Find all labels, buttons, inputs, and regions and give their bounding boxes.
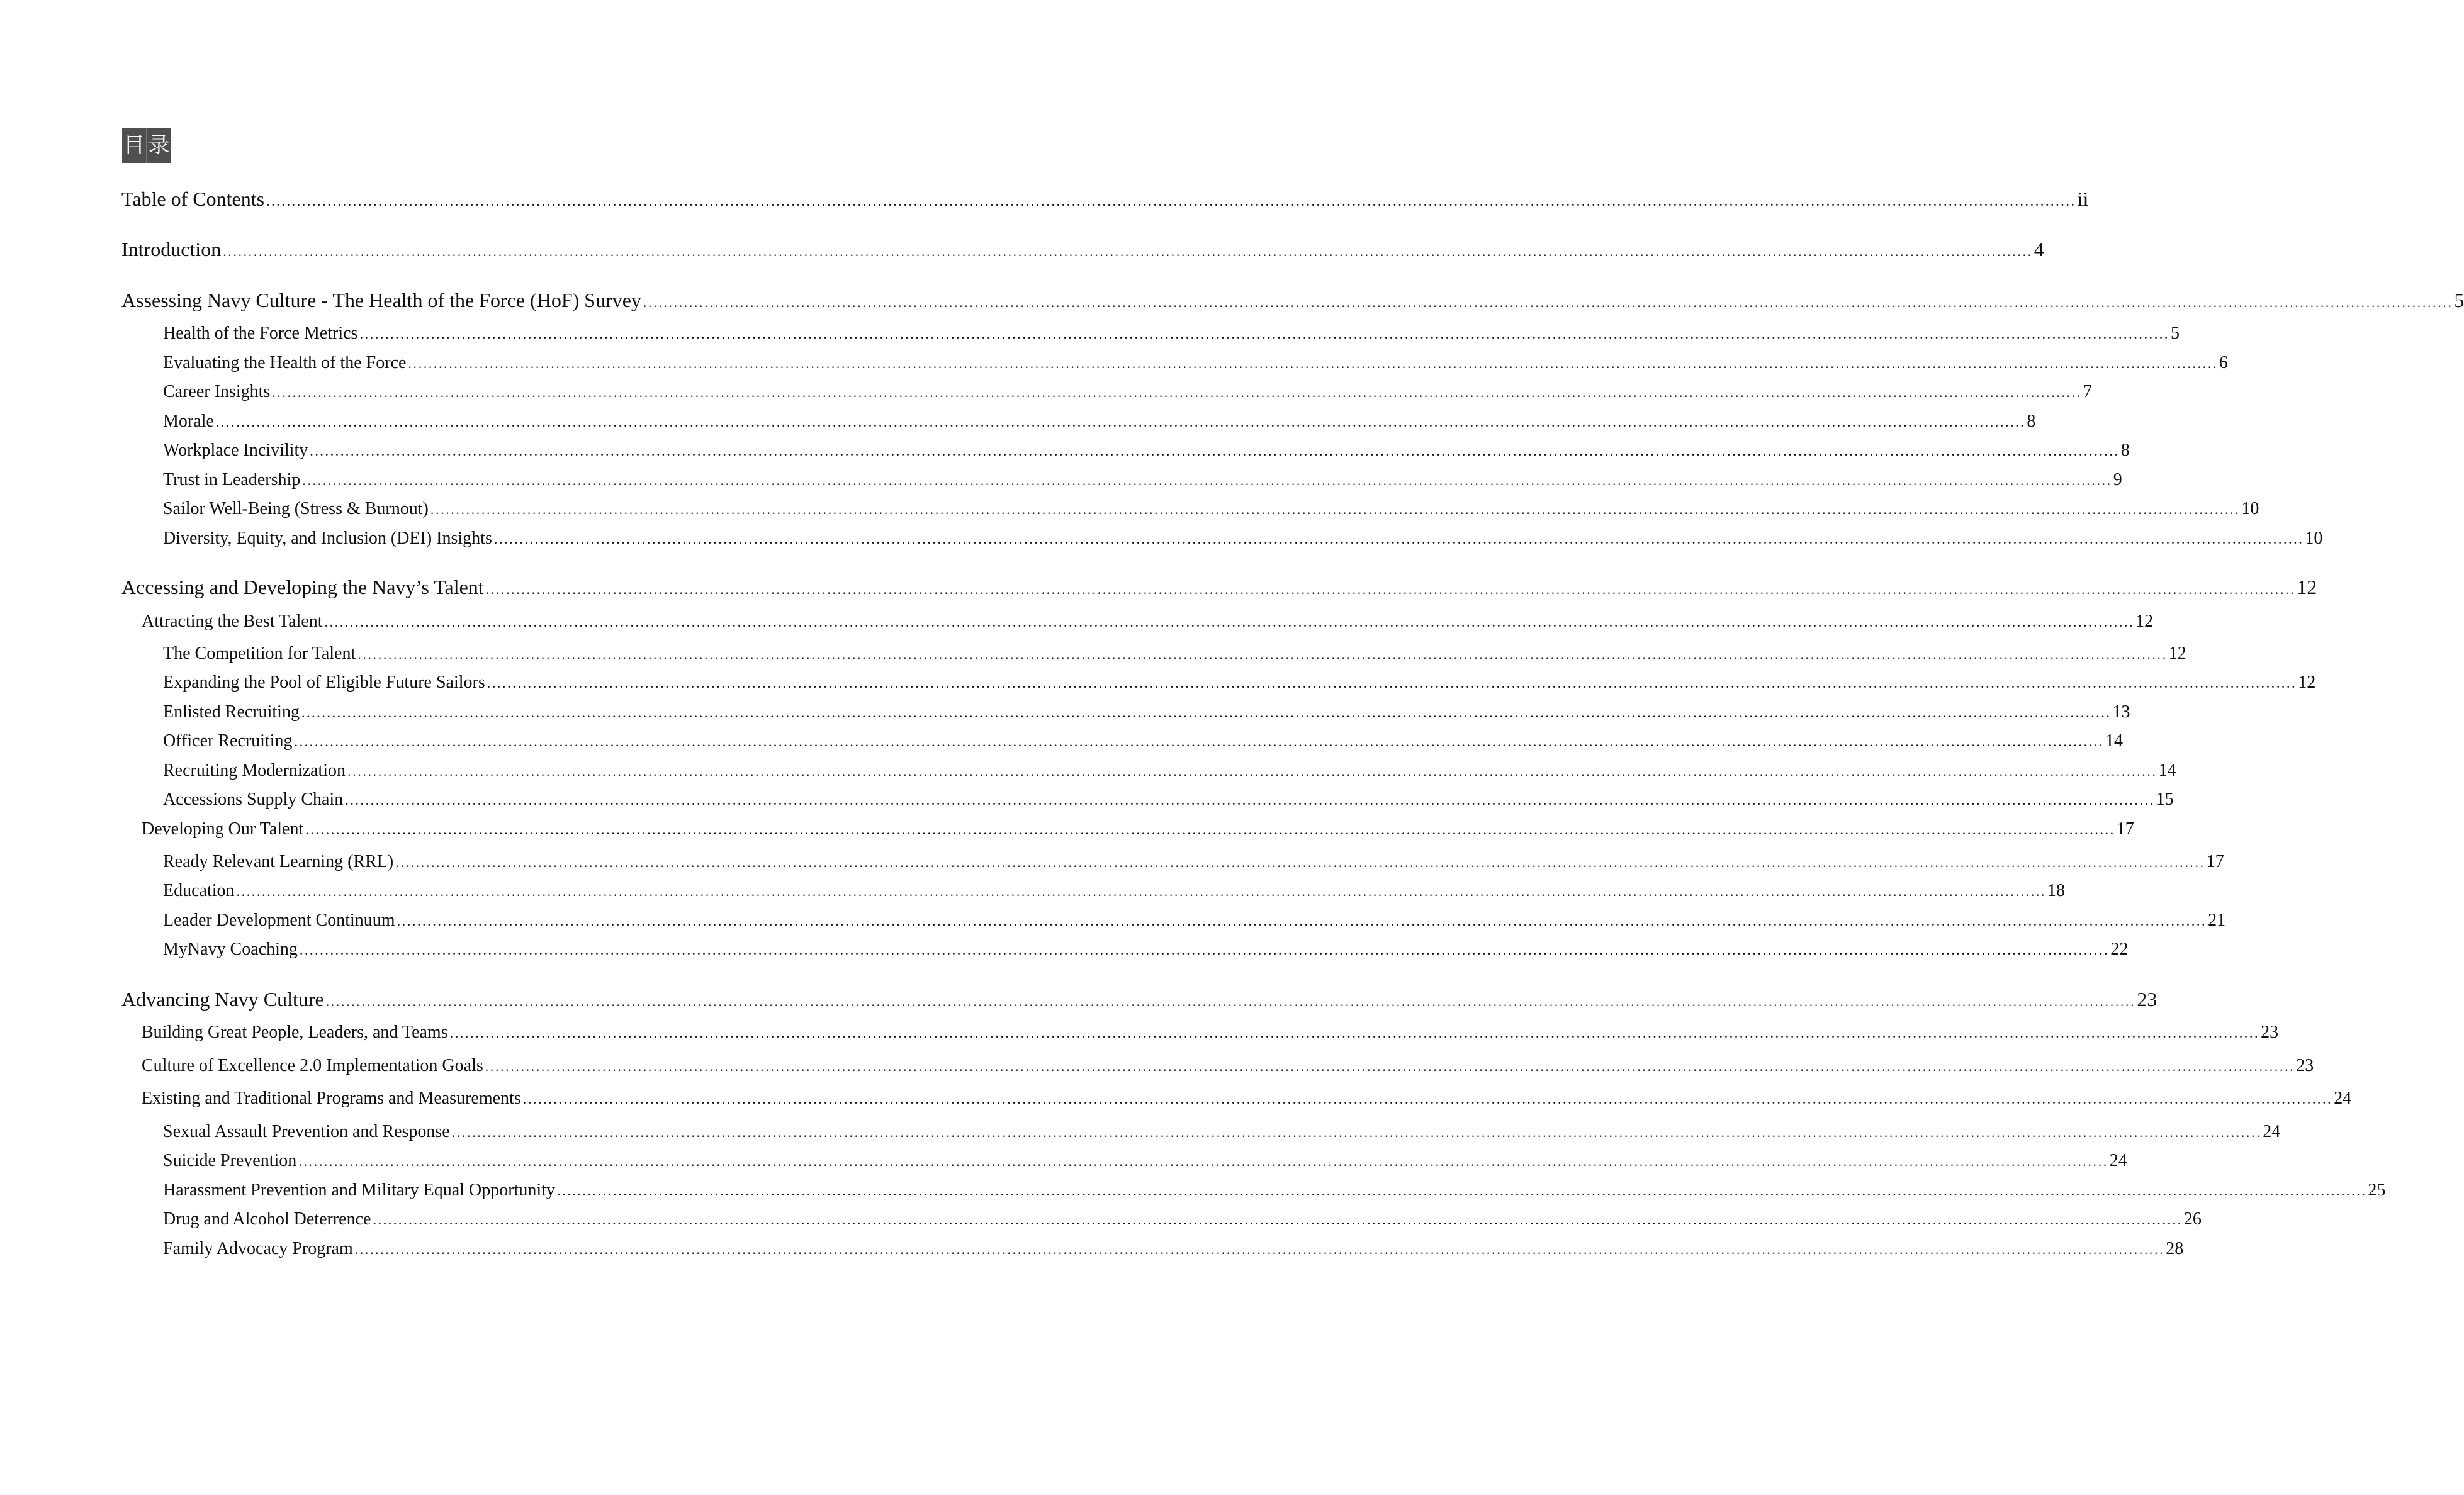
toc-entry-page: 4 bbox=[2034, 238, 2044, 260]
toc-entry-page: 10 bbox=[2241, 499, 2259, 518]
toc-entry[interactable] bbox=[0, 1056, 2314, 1076]
toc-entry-title: Career Insights bbox=[163, 382, 271, 401]
dot-leader bbox=[452, 1124, 2262, 1141]
toc-entry-title: Introduction bbox=[121, 238, 222, 260]
toc-entry[interactable] bbox=[0, 761, 2176, 781]
toc-entry-page: 23 bbox=[2137, 988, 2157, 1011]
dot-leader bbox=[272, 384, 2082, 401]
toc-entry[interactable] bbox=[0, 881, 2066, 901]
toc-entry-title: The Competition for Talent bbox=[163, 644, 356, 663]
toc-entry-page: 12 bbox=[2168, 644, 2186, 663]
toc-entry-page: 12 bbox=[2297, 576, 2317, 598]
dot-leader bbox=[450, 1025, 2260, 1041]
toc-entry-page: 7 bbox=[2083, 382, 2092, 401]
toc-entry-title: Workplace Incivility bbox=[163, 440, 308, 460]
dot-leader bbox=[357, 646, 2168, 663]
toc-entry-page: 17 bbox=[2206, 852, 2224, 871]
toc-entry-title: Sailor Well-Being (Stress & Burnout) bbox=[163, 499, 429, 518]
dot-leader bbox=[373, 1212, 2183, 1228]
toc-entry-title: Attracting the Best Talent bbox=[142, 612, 323, 631]
toc-entry[interactable] bbox=[0, 819, 2134, 839]
toc-entry-title: Table of Contents bbox=[121, 188, 265, 210]
toc-entry-page: 15 bbox=[2156, 790, 2174, 809]
heading-char: 录 bbox=[147, 128, 171, 163]
toc-entry-page: 6 bbox=[2219, 353, 2228, 372]
dot-leader bbox=[487, 675, 2297, 692]
toc-entry[interactable] bbox=[0, 1022, 2279, 1043]
toc-entry[interactable] bbox=[0, 988, 2157, 1011]
toc-entry-title: Evaluating the Health of the Force bbox=[163, 353, 407, 372]
toc-entry[interactable] bbox=[0, 1209, 2202, 1229]
toc-entry-page: 23 bbox=[2296, 1056, 2314, 1075]
dot-leader bbox=[355, 1241, 2165, 1258]
toc-entry-page: 26 bbox=[2183, 1209, 2202, 1229]
dot-leader bbox=[266, 193, 2076, 210]
heading-char: 目 bbox=[122, 128, 147, 163]
toc-entry[interactable] bbox=[0, 499, 2259, 519]
toc-entry-page: 18 bbox=[2047, 881, 2066, 900]
dot-leader bbox=[300, 942, 2110, 958]
dot-leader bbox=[310, 443, 2120, 459]
toc-entry-title: Accessions Supply Chain bbox=[163, 790, 344, 809]
toc-entry-page: 14 bbox=[2105, 731, 2124, 751]
dot-leader bbox=[298, 1153, 2108, 1170]
dot-leader bbox=[395, 854, 2205, 871]
dot-leader bbox=[557, 1183, 2367, 1199]
toc-entry-page: 23 bbox=[2261, 1022, 2279, 1042]
toc-entry-page: 9 bbox=[2113, 470, 2122, 490]
dot-leader bbox=[430, 501, 2241, 518]
toc-entry-title: Education bbox=[163, 881, 235, 900]
dot-leader bbox=[485, 1058, 2295, 1075]
toc-entry[interactable] bbox=[0, 576, 2317, 599]
toc-entry[interactable] bbox=[0, 289, 2464, 312]
toc-entry[interactable] bbox=[0, 790, 2174, 810]
toc-entry-page: 12 bbox=[2298, 673, 2316, 692]
dot-leader bbox=[486, 581, 2296, 598]
toc-entry-page: 14 bbox=[2158, 761, 2176, 780]
toc-entry-title: Accessing and Developing the Navy’s Talent bbox=[121, 576, 484, 598]
toc-entry[interactable] bbox=[0, 323, 2180, 344]
toc-entry[interactable] bbox=[0, 673, 2316, 693]
toc-entry-page: 21 bbox=[2208, 910, 2226, 930]
toc-entry[interactable] bbox=[0, 238, 2044, 261]
toc-entry[interactable] bbox=[0, 852, 2224, 872]
toc-entry-title: MyNavy Coaching bbox=[163, 939, 298, 959]
dot-leader bbox=[347, 763, 2157, 780]
toc-entry[interactable] bbox=[0, 612, 2154, 632]
toc-entry-page: 8 bbox=[2120, 440, 2130, 460]
toc-entry[interactable] bbox=[0, 1151, 2127, 1171]
dot-leader bbox=[223, 244, 2033, 260]
toc-entry-title: Recruiting Modernization bbox=[163, 761, 346, 780]
toc-entry[interactable] bbox=[0, 353, 2228, 373]
toc-entry[interactable] bbox=[0, 1180, 2386, 1201]
toc-entry[interactable] bbox=[0, 702, 2130, 722]
dot-leader bbox=[359, 326, 2169, 342]
toc-entry-page: 13 bbox=[2112, 702, 2130, 722]
toc-entry[interactable] bbox=[0, 644, 2186, 664]
toc-entry-title: Building Great People, Leaders, and Teams bbox=[142, 1022, 448, 1042]
dot-leader bbox=[345, 792, 2155, 809]
toc-entry-title: Advancing Navy Culture bbox=[121, 988, 324, 1011]
dot-leader bbox=[397, 913, 2207, 929]
toc-entry-page: 5 bbox=[2454, 289, 2464, 311]
toc-entry[interactable] bbox=[0, 1089, 2352, 1109]
toc-entry[interactable] bbox=[0, 939, 2129, 960]
toc-entry-page: 24 bbox=[2334, 1089, 2352, 1108]
toc-entry[interactable] bbox=[0, 470, 2122, 490]
toc-entry-title: Suicide Prevention bbox=[163, 1151, 297, 1170]
toc-entry-title: Culture of Excellence 2.0 Implementation Goals bbox=[142, 1056, 483, 1075]
toc-heading bbox=[122, 128, 171, 163]
toc-entry-title: Diversity, Equity, and Inclusion (DEI) Insights bbox=[163, 529, 492, 548]
toc-entry-title: Assessing Navy Culture - The Health of the Force (HoF) Survey bbox=[121, 289, 641, 311]
dot-leader bbox=[523, 1091, 2333, 1107]
toc-entry-page: 8 bbox=[2027, 412, 2036, 431]
toc-entry-title: Sexual Assault Prevention and Response bbox=[163, 1122, 450, 1141]
toc-entry-page: 17 bbox=[2116, 819, 2134, 839]
dot-leader bbox=[326, 994, 2136, 1010]
dot-leader bbox=[301, 705, 2112, 721]
toc-entry-page: 12 bbox=[2135, 612, 2154, 631]
toc-entry-title: Officer Recruiting bbox=[163, 731, 293, 751]
toc-entry-title: Expanding the Pool of Eligible Future Sailors bbox=[163, 673, 485, 692]
dot-leader bbox=[237, 883, 2047, 900]
dot-leader bbox=[643, 294, 2453, 311]
dot-leader bbox=[408, 356, 2218, 372]
toc-entry-title: Drug and Alcohol Deterrence bbox=[163, 1209, 371, 1229]
toc-entry-page: 28 bbox=[2166, 1239, 2184, 1258]
toc-entry-title: Health of the Force Metrics bbox=[163, 323, 358, 343]
toc-entry[interactable] bbox=[0, 382, 2092, 402]
dot-leader bbox=[325, 614, 2135, 630]
toc-entry-page: 22 bbox=[2110, 939, 2129, 959]
toc-entry-title: Harassment Prevention and Military Equal Opportunity bbox=[163, 1180, 555, 1200]
toc-entry-page: 24 bbox=[2109, 1151, 2127, 1170]
dot-leader bbox=[302, 473, 2112, 489]
toc-entry-title: Morale bbox=[163, 412, 214, 431]
toc-entry[interactable] bbox=[0, 529, 2323, 549]
toc-entry-page: ii bbox=[2077, 188, 2089, 210]
toc-entry[interactable] bbox=[0, 731, 2124, 751]
toc-entry-title: Enlisted Recruiting bbox=[163, 702, 300, 722]
dot-leader bbox=[216, 414, 2026, 430]
toc-entry-title: Existing and Traditional Programs and Measurements bbox=[142, 1089, 521, 1108]
toc-entry[interactable] bbox=[0, 412, 2036, 432]
toc-entry[interactable] bbox=[0, 188, 2089, 211]
dot-leader bbox=[295, 734, 2105, 750]
toc-entry-page: 24 bbox=[2263, 1122, 2281, 1141]
toc-entry-title: Trust in Leadership bbox=[163, 470, 301, 490]
toc-entry-page: 25 bbox=[2368, 1180, 2386, 1200]
toc-entry[interactable] bbox=[0, 1122, 2281, 1142]
toc-entry-title: Developing Our Talent bbox=[142, 819, 304, 839]
toc-entry-title: Family Advocacy Program bbox=[163, 1239, 353, 1258]
dot-leader bbox=[494, 531, 2304, 547]
toc-entry-page: 10 bbox=[2305, 529, 2323, 548]
dot-leader bbox=[305, 822, 2115, 838]
toc-entry[interactable] bbox=[0, 1239, 2184, 1259]
toc-entry-title: Leader Development Continuum bbox=[163, 910, 395, 930]
toc-entry-page: 5 bbox=[2170, 323, 2180, 343]
toc-entry-title: Ready Relevant Learning (RRL) bbox=[163, 852, 394, 871]
toc-entry[interactable] bbox=[0, 440, 2130, 461]
toc-entry[interactable] bbox=[0, 910, 2226, 931]
